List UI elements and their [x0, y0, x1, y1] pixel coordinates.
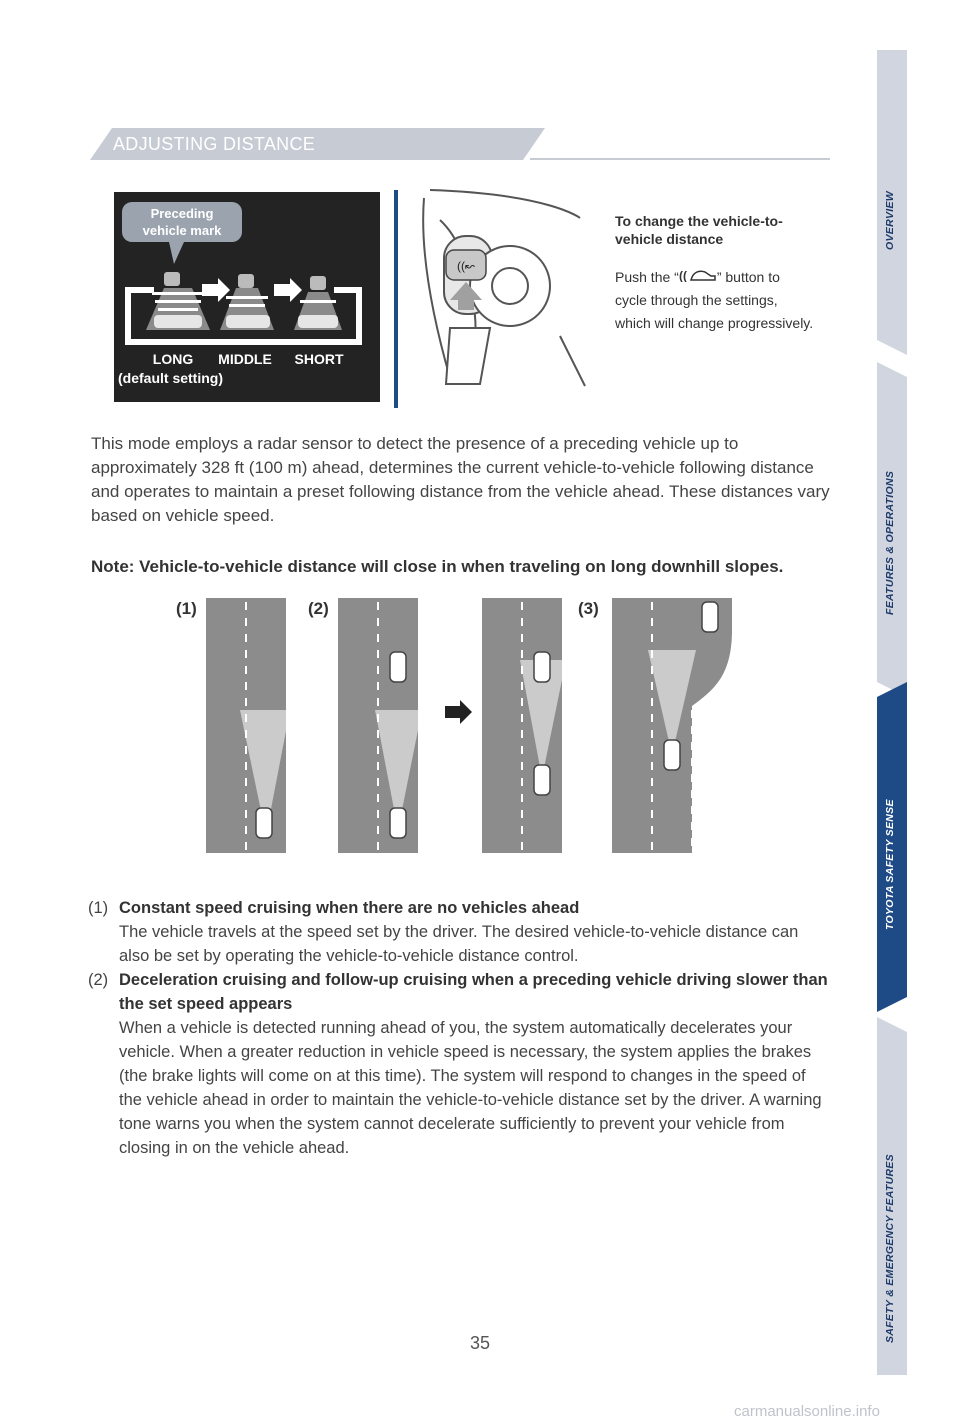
car-icon — [390, 808, 406, 838]
steering-switch-drawing — [410, 188, 610, 403]
list-number: (2) — [88, 971, 109, 989]
middle-distance-icon — [220, 274, 274, 330]
arrow-icon — [445, 700, 472, 724]
mode-list — [88, 896, 828, 1160]
mode-label-2: (2) — [308, 599, 329, 618]
distance-button-icon — [679, 268, 717, 282]
cruise-dial — [492, 268, 528, 304]
bubble-line2: vehicle mark — [142, 223, 222, 238]
arrow-icon — [202, 278, 230, 302]
figure-divider — [394, 190, 398, 408]
callout-title: To change the vehicle-to-vehicle distance — [615, 213, 783, 247]
car-icon — [256, 808, 272, 838]
mode-label-3: (3) — [578, 599, 599, 618]
sidebar-label-overview: OVERVIEW — [884, 191, 896, 250]
distance-settings-figure — [114, 192, 380, 402]
svg-text:((: (( — [678, 269, 687, 282]
list-text: When a vehicle is detected running ahead of you, the system automatically decelerates your vehicle. When a greater reduction in vehicle speed is necessary, the system applies the brakes (the brake lights will come on at this time). The system will respond to changes in the speed of the vehicle ahead in order to maintain the vehicle-to-vehicle distance set by the driver. A warning tone warns you when the system cannot decelerate sufficiently to prevent your vehicle from closing in on the vehicle ahead. — [119, 1019, 822, 1157]
label-default-setting: (default setting) — [118, 370, 223, 386]
arrow-icon — [274, 278, 302, 302]
short-distance-icon — [294, 276, 342, 330]
watermark: carmanualsonline.info — [734, 1403, 880, 1420]
section-title: ADJUSTING DISTANCE — [113, 134, 316, 154]
label-short: SHORT — [294, 351, 344, 367]
sidebar-label-safety-sense: TOYOTA SAFETY SENSE — [884, 799, 896, 930]
label-long: LONG — [152, 351, 194, 367]
long-distance-icon — [146, 272, 210, 330]
car-icon — [702, 602, 718, 632]
chapter-sidebar — [877, 50, 907, 1375]
list-number: (1) — [88, 899, 109, 917]
callout-body — [615, 266, 815, 335]
list-item — [88, 968, 828, 1160]
list-text: The vehicle travels at the speed set by the driver. The desired vehicle-to-vehicle distance can also be set by operating the vehicle-to-vehicle distance control. — [119, 923, 799, 965]
page-number: 35 — [469, 1333, 491, 1353]
car-icon — [390, 652, 406, 682]
cruise-modes-figure — [170, 590, 740, 860]
list-heading: Constant speed cruising when there are no vehicles ahead — [119, 899, 580, 917]
callout-body-end: ” button to cycle through the settings, which will change progressively. — [615, 269, 814, 331]
list-heading: Deceleration cruising and follow-up cruising when a preceding vehicle driving slower than the set speed appears — [119, 971, 828, 1013]
mode-label-1: (1) — [176, 599, 197, 618]
car-icon — [664, 740, 680, 770]
callout-body-start: Push the “ — [615, 269, 679, 285]
sidebar-label-features: FEATURES & OPERATIONS — [884, 470, 896, 615]
sidebar-label-emergency: SAFETY & EMERGENCY FEATURES — [884, 1154, 896, 1343]
header-rule — [530, 158, 830, 160]
car-icon — [534, 765, 550, 795]
description-paragraph: This mode employs a radar sensor to detect the presence of a preceding vehicle up to approximately 328 ft (100 m) ahead, determines the current vehicle-to-vehicle following distance and operates to maintain a preset following distance from the vehicle ahead. These distances vary based on vehicle speed. — [91, 434, 830, 525]
bubble-line1: Preceding — [150, 206, 214, 221]
downhill-note: Note: Vehicle-to-vehicle distance will close in when traveling on long downhill slopes. — [91, 557, 784, 576]
svg-text:((↜: ((↜ — [456, 259, 476, 273]
list-item — [88, 896, 828, 968]
car-icon — [534, 652, 550, 682]
label-middle: MIDDLE — [218, 351, 272, 367]
